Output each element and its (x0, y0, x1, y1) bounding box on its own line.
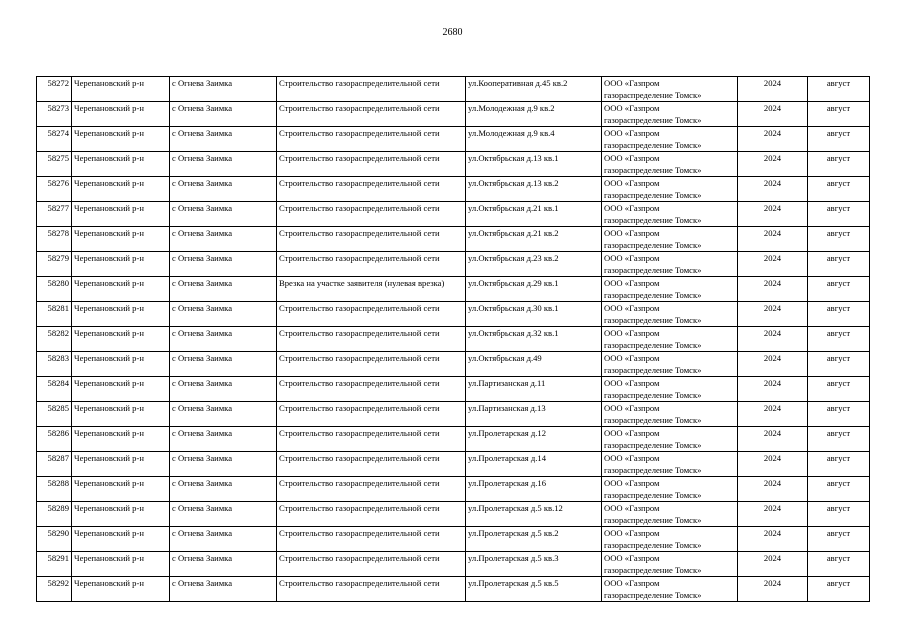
month-cell: август (808, 552, 870, 577)
organization-line-1: ООО «Газпром (604, 578, 660, 588)
organization-line-2: газораспределение Томск» (604, 115, 702, 125)
locality-cell: с Огнева Заимка (170, 202, 277, 227)
table-row (37, 177, 870, 202)
table-row (37, 202, 870, 227)
year-cell: 2024 (738, 527, 808, 552)
organization-cell (602, 402, 738, 427)
locality-cell: с Огнева Заимка (170, 577, 277, 602)
year-cell: 2024 (738, 577, 808, 602)
organization-cell (602, 527, 738, 552)
organization-line-2: газораспределение Томск» (604, 390, 702, 400)
address-cell: ул.Молодежная д.9 кв.4 (466, 127, 602, 152)
organization-line-1: ООО «Газпром (604, 103, 660, 113)
organization-line-1: ООО «Газпром (604, 453, 660, 463)
organization-line-1: ООО «Газпром (604, 553, 660, 563)
locality-cell: с Огнева Заимка (170, 177, 277, 202)
organization-line-1: ООО «Газпром (604, 178, 660, 188)
work-type-cell: Строительство газораспределительной сети (277, 252, 466, 277)
month-cell: август (808, 152, 870, 177)
month-cell: август (808, 77, 870, 102)
month-cell: август (808, 402, 870, 427)
organization-line-2: газораспределение Томск» (604, 365, 702, 375)
organization-line-2: газораспределение Томск» (604, 240, 702, 250)
address-cell: ул.Октябрьская д.21 кв.2 (466, 227, 602, 252)
table-row (37, 252, 870, 277)
year-cell: 2024 (738, 202, 808, 227)
work-type-cell: Строительство газораспределительной сети (277, 502, 466, 527)
table-row (37, 77, 870, 102)
organization-line-2: газораспределение Томск» (604, 415, 702, 425)
organization-line-1: ООО «Газпром (604, 503, 660, 513)
month-cell: август (808, 277, 870, 302)
locality-cell: с Огнева Заимка (170, 377, 277, 402)
table-row (37, 352, 870, 377)
row-number: 58283 (37, 352, 72, 377)
table-body (37, 77, 870, 602)
table-row (37, 377, 870, 402)
work-type-cell: Строительство газораспределительной сети (277, 427, 466, 452)
month-cell: август (808, 302, 870, 327)
locality-cell: с Огнева Заимка (170, 127, 277, 152)
organization-cell (602, 252, 738, 277)
table-row (37, 477, 870, 502)
locality-cell: с Огнева Заимка (170, 427, 277, 452)
table-row (37, 152, 870, 177)
month-cell: август (808, 327, 870, 352)
district-cell: Черепановский р-н (72, 577, 170, 602)
work-type-cell: Строительство газораспределительной сети (277, 577, 466, 602)
row-number: 58275 (37, 152, 72, 177)
month-cell: август (808, 452, 870, 477)
table-row (37, 527, 870, 552)
row-number: 58278 (37, 227, 72, 252)
year-cell: 2024 (738, 102, 808, 127)
organization-line-2: газораспределение Томск» (604, 140, 702, 150)
district-cell: Черепановский р-н (72, 277, 170, 302)
year-cell: 2024 (738, 277, 808, 302)
locality-cell: с Огнева Заимка (170, 277, 277, 302)
organization-cell (602, 127, 738, 152)
table-row (37, 227, 870, 252)
organization-line-2: газораспределение Томск» (604, 190, 702, 200)
district-cell: Черепановский р-н (72, 127, 170, 152)
month-cell: август (808, 352, 870, 377)
district-cell: Черепановский р-н (72, 477, 170, 502)
work-type-cell: Строительство газораспределительной сети (277, 227, 466, 252)
district-cell: Черепановский р-н (72, 252, 170, 277)
month-cell: август (808, 502, 870, 527)
address-cell: ул.Пролетарская д.12 (466, 427, 602, 452)
organization-line-1: ООО «Газпром (604, 403, 660, 413)
year-cell: 2024 (738, 402, 808, 427)
year-cell: 2024 (738, 152, 808, 177)
year-cell: 2024 (738, 427, 808, 452)
address-cell: ул.Пролетарская д.14 (466, 452, 602, 477)
organization-cell (602, 452, 738, 477)
locality-cell: с Огнева Заимка (170, 327, 277, 352)
address-cell: ул.Октябрьская д.49 (466, 352, 602, 377)
year-cell: 2024 (738, 177, 808, 202)
organization-line-1: ООО «Газпром (604, 278, 660, 288)
work-type-cell: Строительство газораспределительной сети (277, 327, 466, 352)
row-number: 58289 (37, 502, 72, 527)
organization-cell (602, 327, 738, 352)
address-cell: ул.Пролетарская д.5 кв.12 (466, 502, 602, 527)
organization-line-1: ООО «Газпром (604, 153, 660, 163)
row-number: 58291 (37, 552, 72, 577)
work-type-cell: Строительство газораспределительной сети (277, 177, 466, 202)
table-row (37, 277, 870, 302)
address-cell: ул.Партизанская д.11 (466, 377, 602, 402)
table-row (37, 452, 870, 477)
table-row (37, 577, 870, 602)
year-cell: 2024 (738, 302, 808, 327)
table-row (37, 402, 870, 427)
address-cell: ул.Октябрьская д.13 кв.2 (466, 177, 602, 202)
month-cell: август (808, 527, 870, 552)
address-cell: ул.Молодежная д.9 кв.2 (466, 102, 602, 127)
address-cell: ул.Пролетарская д.5 кв.2 (466, 527, 602, 552)
district-cell: Черепановский р-н (72, 302, 170, 327)
organization-line-1: ООО «Газпром (604, 528, 660, 538)
table-row (37, 427, 870, 452)
year-cell: 2024 (738, 502, 808, 527)
work-type-cell: Строительство газораспределительной сети (277, 477, 466, 502)
year-cell: 2024 (738, 452, 808, 477)
year-cell: 2024 (738, 352, 808, 377)
work-type-cell: Строительство газораспределительной сети (277, 77, 466, 102)
district-cell: Черепановский р-н (72, 202, 170, 227)
page-number: 2680 (442, 27, 463, 38)
month-cell: август (808, 127, 870, 152)
row-number: 58276 (37, 177, 72, 202)
address-cell: ул.Октябрьская д.32 кв.1 (466, 327, 602, 352)
address-cell: ул.Октябрьская д.21 кв.1 (466, 202, 602, 227)
district-cell: Черепановский р-н (72, 552, 170, 577)
district-cell: Черепановский р-н (72, 452, 170, 477)
year-cell: 2024 (738, 127, 808, 152)
organization-line-2: газораспределение Томск» (604, 265, 702, 275)
month-cell: август (808, 177, 870, 202)
organization-line-2: газораспределение Томск» (604, 565, 702, 575)
district-cell: Черепановский р-н (72, 177, 170, 202)
month-cell: август (808, 577, 870, 602)
year-cell: 2024 (738, 477, 808, 502)
organization-cell (602, 277, 738, 302)
work-type-cell: Строительство газораспределительной сети (277, 102, 466, 127)
work-type-cell: Врезка на участке заявителя (нулевая врезка) (277, 277, 466, 302)
organization-cell (602, 77, 738, 102)
organization-line-1: ООО «Газпром (604, 328, 660, 338)
row-number: 58292 (37, 577, 72, 602)
organization-line-1: ООО «Газпром (604, 353, 660, 363)
locality-cell: с Огнева Заимка (170, 152, 277, 177)
table-row (37, 302, 870, 327)
organization-cell (602, 377, 738, 402)
organization-line-2: газораспределение Томск» (604, 290, 702, 300)
work-type-cell: Строительство газораспределительной сети (277, 527, 466, 552)
organization-cell (602, 477, 738, 502)
district-cell: Черепановский р-н (72, 152, 170, 177)
organization-line-1: ООО «Газпром (604, 78, 660, 88)
row-number: 58285 (37, 402, 72, 427)
work-type-cell: Строительство газораспределительной сети (277, 377, 466, 402)
locality-cell: с Огнева Заимка (170, 527, 277, 552)
row-number: 58286 (37, 427, 72, 452)
organization-line-2: газораспределение Томск» (604, 340, 702, 350)
locality-cell: с Огнева Заимка (170, 102, 277, 127)
organization-line-1: ООО «Газпром (604, 478, 660, 488)
row-number: 58274 (37, 127, 72, 152)
row-number: 58282 (37, 327, 72, 352)
locality-cell: с Огнева Заимка (170, 302, 277, 327)
locality-cell: с Огнева Заимка (170, 502, 277, 527)
table-row (37, 102, 870, 127)
district-cell: Черепановский р-н (72, 102, 170, 127)
row-number: 58287 (37, 452, 72, 477)
row-number: 58281 (37, 302, 72, 327)
row-number: 58279 (37, 252, 72, 277)
organization-line-1: ООО «Газпром (604, 203, 660, 213)
district-cell: Черепановский р-н (72, 527, 170, 552)
address-cell: ул.Октябрьская д.13 кв.1 (466, 152, 602, 177)
gasification-register-table (36, 76, 870, 602)
row-number: 58273 (37, 102, 72, 127)
organization-cell (602, 552, 738, 577)
district-cell: Черепановский р-н (72, 352, 170, 377)
organization-cell (602, 577, 738, 602)
locality-cell: с Огнева Заимка (170, 477, 277, 502)
work-type-cell: Строительство газораспределительной сети (277, 402, 466, 427)
district-cell: Черепановский р-н (72, 502, 170, 527)
locality-cell: с Огнева Заимка (170, 77, 277, 102)
organization-line-2: газораспределение Томск» (604, 540, 702, 550)
organization-line-1: ООО «Газпром (604, 378, 660, 388)
month-cell: август (808, 102, 870, 127)
organization-cell (602, 227, 738, 252)
organization-line-1: ООО «Газпром (604, 303, 660, 313)
locality-cell: с Огнева Заимка (170, 402, 277, 427)
locality-cell: с Огнева Заимка (170, 452, 277, 477)
address-cell: ул.Пролетарская д.16 (466, 477, 602, 502)
address-cell: ул.Октябрьская д.29 кв.1 (466, 277, 602, 302)
locality-cell: с Огнева Заимка (170, 227, 277, 252)
work-type-cell: Строительство газораспределительной сети (277, 352, 466, 377)
organization-line-2: газораспределение Томск» (604, 90, 702, 100)
table-row (37, 502, 870, 527)
organization-cell (602, 202, 738, 227)
organization-line-2: газораспределение Томск» (604, 215, 702, 225)
district-cell: Черепановский р-н (72, 427, 170, 452)
address-cell: ул.Пролетарская д.5 кв.5 (466, 577, 602, 602)
organization-cell (602, 177, 738, 202)
organization-line-1: ООО «Газпром (604, 128, 660, 138)
year-cell: 2024 (738, 377, 808, 402)
work-type-cell: Строительство газораспределительной сети (277, 452, 466, 477)
row-number: 58288 (37, 477, 72, 502)
month-cell: август (808, 227, 870, 252)
district-cell: Черепановский р-н (72, 402, 170, 427)
locality-cell: с Огнева Заимка (170, 552, 277, 577)
district-cell: Черепановский р-н (72, 377, 170, 402)
organization-line-2: газораспределение Томск» (604, 515, 702, 525)
organization-line-2: газораспределение Томск» (604, 465, 702, 475)
organization-cell (602, 352, 738, 377)
row-number: 58290 (37, 527, 72, 552)
work-type-cell: Строительство газораспределительной сети (277, 202, 466, 227)
organization-line-2: газораспределение Томск» (604, 590, 702, 600)
month-cell: август (808, 252, 870, 277)
address-cell: ул.Пролетарская д.5 кв.3 (466, 552, 602, 577)
month-cell: август (808, 377, 870, 402)
organization-line-2: газораспределение Томск» (604, 315, 702, 325)
address-cell: ул.Октябрьская д.23 кв.2 (466, 252, 602, 277)
year-cell: 2024 (738, 252, 808, 277)
table-row (37, 552, 870, 577)
organization-line-1: ООО «Газпром (604, 228, 660, 238)
row-number: 58284 (37, 377, 72, 402)
district-cell: Черепановский р-н (72, 77, 170, 102)
organization-cell (602, 427, 738, 452)
address-cell: ул.Кооперативная д.45 кв.2 (466, 77, 602, 102)
organization-cell (602, 102, 738, 127)
work-type-cell: Строительство газораспределительной сети (277, 127, 466, 152)
year-cell: 2024 (738, 552, 808, 577)
organization-line-2: газораспределение Томск» (604, 165, 702, 175)
year-cell: 2024 (738, 227, 808, 252)
work-type-cell: Строительство газораспределительной сети (277, 152, 466, 177)
district-cell: Черепановский р-н (72, 327, 170, 352)
row-number: 58272 (37, 77, 72, 102)
organization-cell (602, 152, 738, 177)
month-cell: август (808, 202, 870, 227)
row-number: 58277 (37, 202, 72, 227)
organization-line-2: газораспределение Томск» (604, 440, 702, 450)
work-type-cell: Строительство газораспределительной сети (277, 552, 466, 577)
district-cell: Черепановский р-н (72, 227, 170, 252)
table-row (37, 127, 870, 152)
year-cell: 2024 (738, 327, 808, 352)
address-cell: ул.Октябрьская д.30 кв.1 (466, 302, 602, 327)
month-cell: август (808, 477, 870, 502)
organization-line-2: газораспределение Томск» (604, 490, 702, 500)
address-cell: ул.Партизанская д.13 (466, 402, 602, 427)
table-row (37, 327, 870, 352)
organization-cell (602, 302, 738, 327)
organization-cell (602, 502, 738, 527)
month-cell: август (808, 427, 870, 452)
row-number: 58280 (37, 277, 72, 302)
work-type-cell: Строительство газораспределительной сети (277, 302, 466, 327)
organization-line-1: ООО «Газпром (604, 428, 660, 438)
locality-cell: с Огнева Заимка (170, 352, 277, 377)
organization-line-1: ООО «Газпром (604, 253, 660, 263)
locality-cell: с Огнева Заимка (170, 252, 277, 277)
year-cell: 2024 (738, 77, 808, 102)
